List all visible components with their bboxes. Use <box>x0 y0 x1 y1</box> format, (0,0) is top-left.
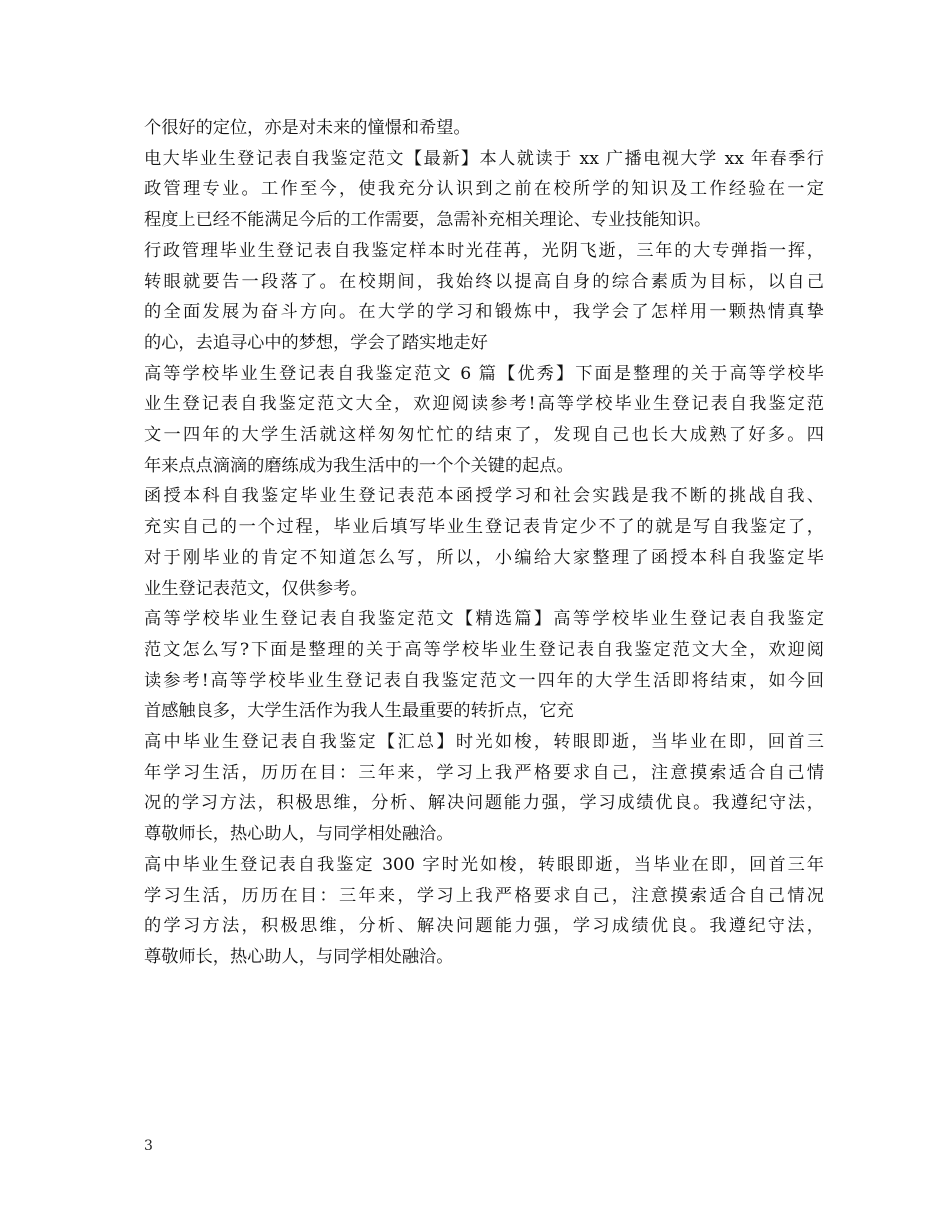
paragraph-6 <box>144 604 824 727</box>
text-line: 业生登记表自我鉴定范文大全，欢迎阅读参考!高等学校毕业生登记表自我鉴定范 <box>144 394 824 415</box>
text-line: 充实自己的一个过程，毕业后填写毕业生登记表肯定少不了的就是写自我鉴定了， <box>144 517 824 538</box>
paragraph-7 <box>144 727 824 850</box>
text-line: 政管理专业。工作至今，使我充分认识到之前在校所学的知识及工作经验在一定 <box>144 179 824 200</box>
paragraph-8 <box>144 850 824 973</box>
text-line: 文一四年的大学生活就这样匆匆忙忙的结束了，发现自己也长大成熟了好多。四 <box>144 425 824 446</box>
paragraph-1 <box>144 113 824 144</box>
text-line: 尊敬师长，热心助人，与同学相处融洽。 <box>144 946 454 967</box>
text-line: 年学习生活，历历在目：三年来，学习上我严格要求自己，注意摸索适合自己情 <box>144 762 824 783</box>
text-line: 电大毕业生登记表自我鉴定范文【最新】本人就读于 xx 广播电视大学 xx 年春季行 <box>144 148 824 169</box>
paragraph-4 <box>144 359 824 482</box>
text-line: 的学习方法，积极思维，分析、解决问题能力强，学习成绩优良。我遵纪守法， <box>144 916 824 937</box>
text-line: 范文怎么写?下面是整理的关于高等学校毕业生登记表自我鉴定范文大全，欢迎阅 <box>144 639 824 660</box>
text-line: 的心，去追寻心中的梦想，学会了踏实地走好 <box>144 332 488 353</box>
text-line: 高中毕业生登记表自我鉴定【汇总】时光如梭，转眼即逝，当毕业在即，回首三 <box>144 732 824 753</box>
text-line: 转眼就要告一段落了。在校期间，我始终以提高自身的综合素质为目标，以自己 <box>144 271 824 292</box>
text-line: 高等学校毕业生登记表自我鉴定范文【精选篇】高等学校毕业生登记表自我鉴定 <box>144 609 824 630</box>
text-line: 函授本科自我鉴定毕业生登记表范本函授学习和社会实践是我不断的挑战自我、 <box>144 486 824 507</box>
document-body <box>144 113 824 973</box>
text-line: 业生登记表范文，仅供参考。 <box>144 578 368 599</box>
text-line: 年来点点滴滴的磨练成为我生活中的一个个关键的起点。 <box>144 455 574 476</box>
paragraph-2 <box>144 144 824 236</box>
page-number: 3 <box>144 1138 153 1154</box>
text-line: 高等学校毕业生登记表自我鉴定范文 6 篇【优秀】下面是整理的关于高等学校毕 <box>144 363 824 384</box>
paragraph-3 <box>144 236 824 359</box>
text-line: 的全面发展为奋斗方向。在大学的学习和锻炼中，我学会了怎样用一颗热情真挚 <box>144 302 824 323</box>
text-line: 个很好的定位，亦是对未来的憧憬和希望。 <box>144 118 471 138</box>
text-line: 读参考!高等学校毕业生登记表自我鉴定范文一四年的大学生活即将结束，如今回 <box>144 670 824 691</box>
text-line: 学习生活，历历在目：三年来，学习上我严格要求自己，注意摸索适合自己情况 <box>144 885 824 906</box>
text-line: 行政管理毕业生登记表自我鉴定样本时光荏苒，光阴飞逝，三年的大专弹指一挥， <box>144 240 824 261</box>
text-line: 程度上已经不能满足今后的工作需要，急需补充相关理论、专业技能知识。 <box>144 210 712 231</box>
text-line: 高中毕业生登记表自我鉴定 300 字时光如梭，转眼即逝，当毕业在即，回首三年 <box>144 854 824 875</box>
paragraph-5 <box>144 481 824 604</box>
text-line: 尊敬师长，热心助人，与同学相处融洽。 <box>144 824 454 845</box>
text-line: 况的学习方法，积极思维，分析、解决问题能力强，学习成绩优良。我遵纪守法， <box>144 793 824 814</box>
text-line: 首感触良多，大学生活作为我人生最重要的转折点，它充 <box>144 701 574 722</box>
text-line: 对于刚毕业的肯定不知道怎么写，所以，小编给大家整理了函授本科自我鉴定毕 <box>144 547 824 568</box>
